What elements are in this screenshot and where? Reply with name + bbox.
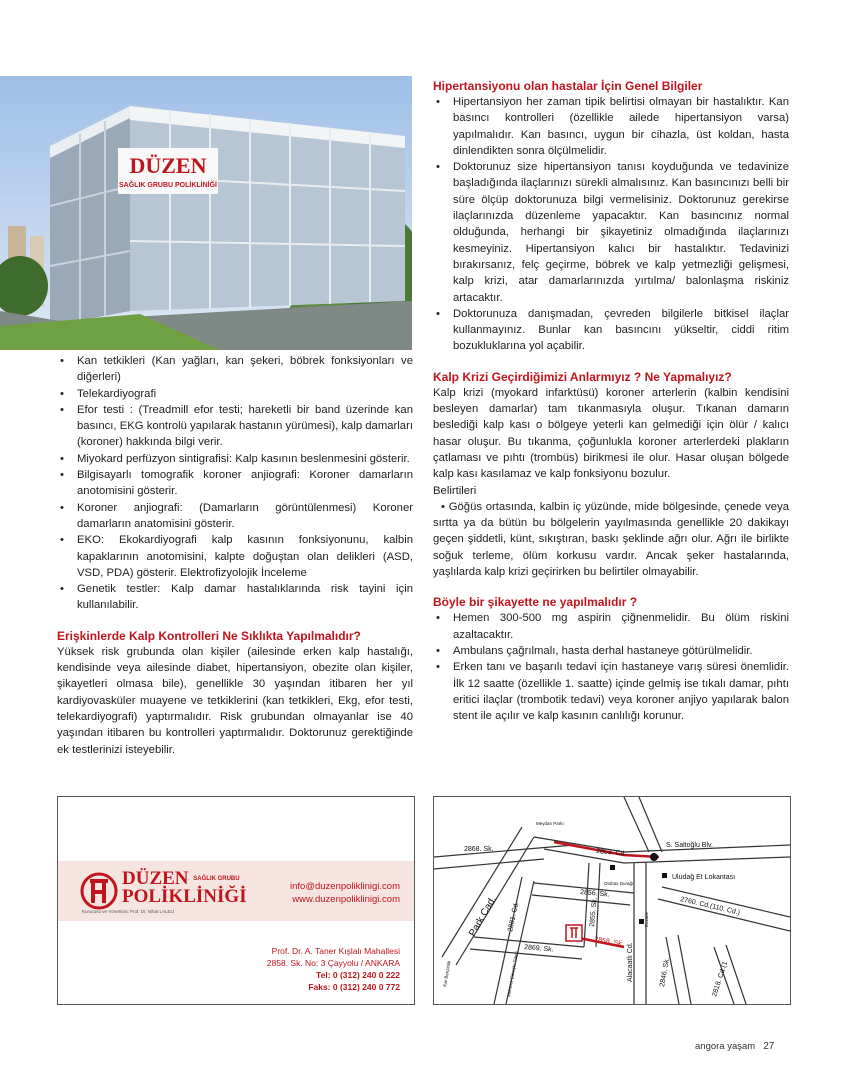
list-item: • Hipertansiyon her zaman tipik belirtisi olmayan bir hastalıktır. Kan basıncı kontrolleri (özellikle ailede hipertansiyon varsa) yapılmalıdır. Kan basıncı, uygun bir cihazla, üst koldan, hasta dinlendikten sonra ölçülmelidir. [433, 94, 789, 159]
map-label-2858: 2858. Sk. [593, 936, 624, 949]
clinic-logo [80, 869, 260, 915]
building-sign-sub: SAĞLIK GRUBU POLİKLİNİĞİ [119, 182, 217, 189]
list-item: • Kan tetkikleri (Kan yağları, kan şekeri, böbrek fonksiyonları ve diğerleri) [57, 353, 413, 386]
ad-brand-small: SAĞLIK GRUBU [193, 876, 240, 883]
magazine-name: angora yaşam [695, 1041, 756, 1052]
ad-tagline: Kurucusu ve Yöneticisi: Prof. Dr. Nihat LALELİ [82, 909, 175, 914]
left-column [57, 353, 413, 758]
map-label-2868: 2868. Sk. [464, 846, 494, 853]
adult-checkup-heading: Erişkinlerde Kalp Kontrolleri Ne Sıklıkta Yapılmalıdır? [57, 628, 361, 643]
ad-address-line2: 2858. Sk. No: 3 Çayyolu / ANKARA [266, 958, 400, 968]
list-item: • Telekardiyografi [57, 386, 413, 402]
map-label-saltoglu: S. Saltoğlu Blv. [666, 842, 713, 849]
list-item: • Doktorunuz size hipertansiyon tanısı koyduğunda ve tedavinize başladığında ilaçlarınızı sürekli almalısınız. Kan basıncınızı belli bir süre ölçüp doktorunuza bilgi vermelisiniz. Doktorunuz gerekirse ilaçlarınızda düzenleme yapacaktır. Kan basıncınız normal olduğunda, herhangi bir şikayetiniz olmadığında ilaçlarınızı kesmeyiniz. Hipertansiyon kalıcı bir hastalıktır. Tedavinizi bırakırsanız, felç geçirme, böbrek ve kalp yetmezliği gelişmesi, kalp krizi, atar damarlarınızda yırtılma/ balonlaşma riskiniz artacaktır. [433, 159, 789, 306]
map-label-2846: 2846. Sk. [659, 957, 672, 988]
map-label-2853: 2853. Cd. [595, 848, 627, 858]
map-label-park: Park Cad. [467, 894, 499, 939]
map-label-uludag: Uludağ Et Lokantası [672, 874, 736, 881]
map-label-kar: Kar Benzinlik [442, 960, 452, 988]
clinic-building-photo [0, 76, 412, 350]
ad-brand-top: DÜZEN [122, 868, 189, 889]
test-list [57, 353, 413, 614]
ad-phone: Tel: 0 (312) 240 0 222 [316, 970, 400, 980]
list-item: • Erken tanı ve başarılı tedavi için hastaneye varış süresi önemlidir. İlk 12 saatte (özellikle 1. saatte) içinde gelmiş ise tıkalı damar, pıhtı eritici ilaçlar (trombotik tedavi) veya koroner anjiyo yapılarak balon stent ile açılır ve kalp kasının canlılığı korunur. [433, 659, 789, 724]
ad-brand-bottom: POLİKLİNİĞİ [122, 886, 247, 907]
map-label-alacaatli: Alacaatlı Cd. [627, 942, 634, 982]
hypertension-heading: Hipertansiyonu olan hastalar İçin Genel Bilgiler [433, 79, 703, 93]
map-label-mehmet: Mehmet Çavuşlu Sitesi [506, 950, 519, 998]
list-item: • Koroner anjiografi: (Damarların görüntülenmesi) Koroner damarların anatomisini gösterir. [57, 500, 413, 533]
ad-email[interactable]: info@duzenpoliklinigi.com [290, 881, 400, 892]
list-item: • EKO: Ekokardiyografi kalp kasının fonksiyonunu, kalbin kapaklarının anotomisini, kalpte doğuştan olan delikleri (ASD, VSD, PDA) gösterir. Elektrofizyolojik İnceleme [57, 532, 413, 581]
list-item: • Miyokard perfüzyon sintigrafisi: Kalp kasının beslenmesini gösterir. [57, 451, 413, 467]
list-item: • Genetik testler: Kalp damar hastalıklarında risk tayini için kullanılabilir. [57, 581, 413, 614]
heart-attack-heading: Kalp Krizi Geçirdiğimizi Anlarmıyız ? Ne Yapmalıyız? [433, 369, 732, 384]
adult-checkup-body: Yüksek risk grubunda olan kişiler (ailesinde erken kalp hastalığı, kendisinde veya ailesinde diabet, hipertansiyon, obezite olan kişiler, şikayetleri olmasa bile), genellikle 30 yaşından itibaren her yıl kardiyovasküler muayene ve tetkiklerini (kan tetkikleri, Ekg, efor testi, telekardiyografi) yaptırmalıdır. Risk grubundan olmayanlar ise 40 yaşından itibaren bu kontrolleri yaptırmalıdır. Doktorunuz gerektiğinde ek testlerinizi isteyebilir. [57, 645, 413, 756]
map-label-2881: 2881. Cd. [507, 901, 521, 933]
list-item: • Hemen 300-500 mg aspirin çiğnenmelidir. Bu ölüm riskini azaltacaktır. [433, 610, 789, 643]
map-label-meydan: Meydan Parkı [536, 821, 564, 826]
ad-contact [267, 945, 400, 993]
symptoms-label: Belirtileri [433, 484, 477, 497]
what-to-do-list [433, 610, 789, 724]
list-item: • Doktorunuza danışmadan, çevreden bilgilerle bitkisel ilaçlar kullanmayınız. Bunlar kan basıncını yükseltir, ciddi ritim bozukluklarına yol açabilir. [433, 306, 789, 355]
map-label-2855: 2855. Sk. [589, 897, 599, 928]
what-to-do-heading: Böyle bir şikayette ne yapılmalıdır ? [433, 595, 638, 610]
symptoms-body: • Göğüs ortasında, kalbin iç yüzünde, mide bölgesinde, çenede veya sırtta ya da bütün bu bölgelerin yayılmasında genellikle 20 dakikayı geçen şiddetli, künt, sıkıştıran, baskı şeklinde ağrı olur. Ağrı ile birlikte soğuk terleme, ölüm korkusu vardır. Ancak şeker hastalarında, yaşlılarda kalp krizi geçirirken bu belirtiler olmayabilir. [433, 500, 789, 579]
list-item: • Ambulans çağrılmalı, hasta derhal hastaneye götürülmelidir. [433, 643, 789, 659]
map-label-2760: 2760. Cd.(110. Cd.) [679, 896, 741, 917]
logo-mark-icon [80, 869, 118, 913]
clinic-ad [57, 796, 415, 1005]
page-number: 27 [763, 1041, 775, 1052]
map-label-otobus: Otobüs Durağı [604, 881, 634, 886]
building-sign-brand: DÜZEN [129, 153, 207, 178]
map-label-2856: 2856. Sk. [579, 889, 610, 899]
map-label-eczane: Eczane [644, 911, 649, 927]
ad-address-line1: Prof. Dr. A. Taner Kışlalı Mahallesi [271, 946, 400, 956]
list-item: • Efor testi : (Treadmill efor testi; hareketli bir band üzerinde kan basıncı, EKG kontrolü yapılarak hastanın yürümesi), kalp damarları (koroner) hakkında bilgi verir. [57, 402, 413, 451]
list-item: • Bilgisayarlı tomografik koroner anjiografi: Koroner damarların anotomisini gösterir. [57, 467, 413, 500]
map-label-2869: 2869. Sk. [523, 944, 554, 954]
clinic-building-illustration [0, 76, 412, 350]
page-footer [695, 1041, 774, 1052]
heart-attack-body: Kalp krizi (myokard infarktüsü) koroner arterlerin (kalbin kendisini besleyen damarlar) tam tıkanmasıyla oluşur. Tıkanan damarın beslediği kalp kası o bölgeye yeterli kan gelmediği için ölür / kalıcı hasar oluşur. Bu tıkanma, çoğunlukla koroner arterlerdeki plakların çatlaması ve pıhtı (trombüs) birikmesi ile olur. Hasar oluşan bölgede kalp kası kasılamaz ve kalp fonksiyonu bozulur. [433, 386, 789, 481]
right-column [433, 78, 789, 724]
street-map [434, 797, 790, 1004]
location-map [433, 796, 791, 1005]
map-label-2818: 2818. Cd.(1 [711, 960, 730, 998]
hypertension-list [433, 94, 789, 355]
ad-fax: Faks: 0 (312) 240 0 772 [308, 982, 400, 992]
ad-website[interactable]: www.duzenpoliklinigi.com [292, 894, 400, 905]
